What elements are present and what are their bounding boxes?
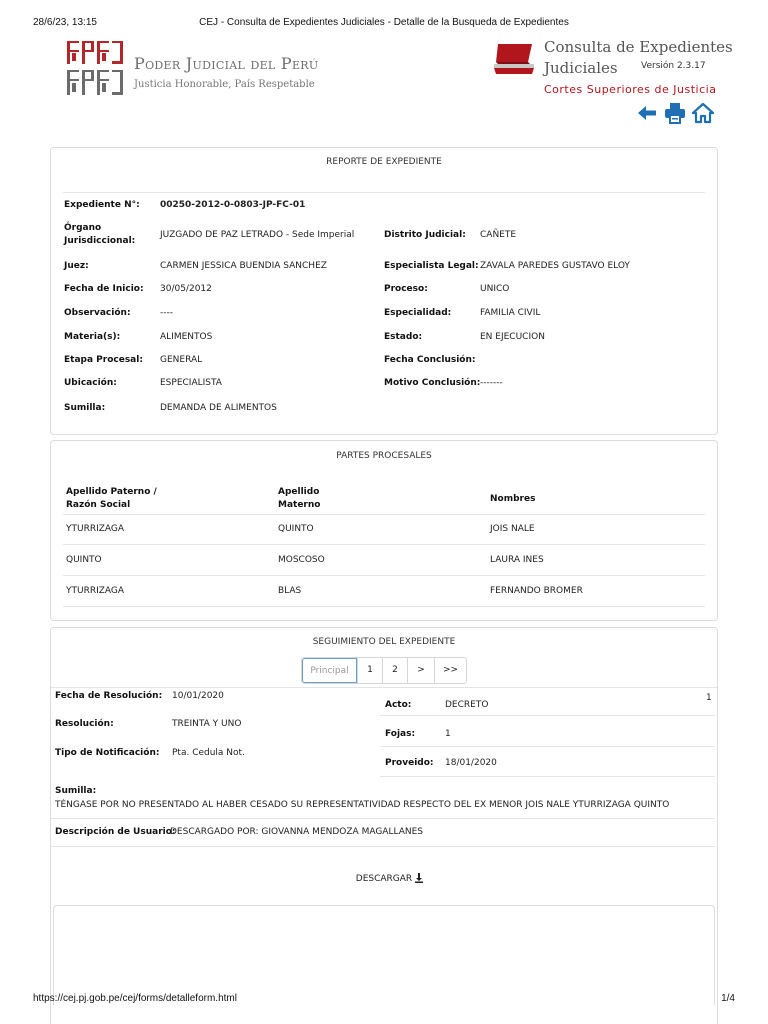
- estado-value: EN EJECUCION: [480, 332, 545, 342]
- fecha-resolucion-value: 10/01/2020: [172, 691, 224, 701]
- ubicacion-label: Ubicación:: [64, 378, 117, 388]
- reporte-title: REPORTE DE EXPEDIENTE: [326, 157, 442, 167]
- pagination-page-2[interactable]: 2: [382, 658, 407, 683]
- divider: [51, 687, 717, 688]
- divider: [380, 715, 715, 716]
- row-paterno: YTURRIZAGA: [66, 524, 125, 534]
- pj-name: Poder Judicial del Perú: [134, 54, 319, 73]
- row-materno: MOSCOSO: [278, 555, 325, 565]
- col-nombres-header: Nombres: [490, 494, 536, 504]
- sumilla-seguimiento-value: TÉNGASE POR NO PRESENTADO AL HABER CESADO SU REPRESENTATIVIDAD RESPECTO DEL EX MENOR JOIS NALE YTURRIZAGA QUINTO: [55, 800, 670, 810]
- nav-toolbar: [636, 102, 714, 124]
- col-paterno-header-line2: Razón Social: [66, 500, 131, 510]
- row-materno: QUINTO: [278, 524, 314, 534]
- print-icon[interactable]: [664, 102, 686, 124]
- print-title: CEJ - Consulta de Expedientes Judiciales - Detalle de la Busqueda de Expedientes: [199, 17, 569, 28]
- motivo-conclusion-value: -------: [480, 378, 503, 388]
- print-header: [0, 17, 768, 31]
- fecha-inicio-value: 30/05/2012: [160, 284, 212, 294]
- pagination-page-1[interactable]: 1: [357, 658, 382, 683]
- acto-label: Acto:: [385, 700, 412, 710]
- organo-label-line1: Órgano: [64, 223, 102, 233]
- pagination-principal[interactable]: Principal: [302, 658, 357, 683]
- sumilla-label: Sumilla:: [64, 403, 106, 413]
- especialista-label: Especialista Legal:: [384, 261, 479, 271]
- divider: [380, 776, 715, 777]
- especialidad-value: FAMILIA CIVIL: [480, 308, 541, 318]
- estado-label: Estado:: [384, 332, 423, 342]
- resolucion-label: Resolución:: [55, 719, 114, 729]
- pj-slogan: Justicia Honorable, País Respetable: [134, 79, 315, 90]
- pagination-last[interactable]: >>: [434, 658, 466, 683]
- fecha-inicio-label: Fecha de Inicio:: [64, 284, 144, 294]
- row-materno: BLAS: [278, 586, 302, 596]
- fecha-resolucion-label: Fecha de Resolución:: [55, 691, 163, 701]
- divider: [51, 846, 715, 847]
- proceso-label: Proceso:: [384, 284, 428, 294]
- materia-label: Materia(s):: [64, 332, 121, 342]
- acto-value: DECRETO: [445, 700, 489, 710]
- row-divider: [63, 606, 705, 607]
- partes-panel: [50, 440, 718, 621]
- sumilla-value: DEMANDA DE ALIMENTOS: [160, 403, 277, 413]
- poder-judicial-logo: [66, 40, 124, 96]
- observacion-label: Observación:: [64, 308, 131, 318]
- descargar-label: DESCARGAR: [355, 874, 413, 884]
- especialidad-label: Especialidad:: [384, 308, 452, 318]
- especialista-value: ZAVALA PAREDES GUSTAVO ELOY: [480, 261, 630, 271]
- observacion-value: ----: [160, 308, 173, 318]
- col-materno-header-line1: Apellido: [278, 487, 320, 497]
- etapa-value: GENERAL: [160, 355, 203, 365]
- expediente-label: Expediente N°:: [64, 200, 140, 210]
- descripcion-value: DESCARGADO POR: GIOVANNA MENDOZA MAGALLANES: [170, 827, 423, 837]
- ubicacion-value: ESPECIALISTA: [160, 378, 222, 388]
- descripcion-label: Descripción de Usuario:: [55, 827, 176, 837]
- print-footer: [0, 993, 768, 1007]
- print-date: 28/6/23, 13:15: [33, 17, 97, 28]
- document-preview-box: [53, 905, 715, 1005]
- descargar-button[interactable]: [340, 873, 440, 884]
- organo-label-line2: Jurisdiccional:: [64, 236, 136, 246]
- print-url: https://cej.pj.gob.pe/cej/forms/detalleform.html: [33, 993, 237, 1004]
- version-label: Versión 2.3.17: [641, 61, 706, 71]
- tipo-notificacion-label: Tipo de Notificación:: [55, 748, 160, 758]
- fojas-label: Fojas:: [385, 729, 416, 739]
- tipo-notificacion-value: Pta. Cedula Not.: [172, 748, 245, 758]
- fojas-value: 1: [445, 729, 451, 739]
- download-icon: [414, 873, 424, 883]
- row-nombres: JOIS NALE: [490, 524, 535, 534]
- col-paterno-header-line1: Apellido Paterno /: [66, 487, 157, 497]
- juez-value: CARMEN JESSICA BUENDIA SANCHEZ: [160, 261, 327, 271]
- item-number: 1: [706, 693, 712, 703]
- partes-title: PARTES PROCESALES: [336, 451, 432, 461]
- divider: [63, 192, 705, 193]
- row-divider: [63, 544, 705, 545]
- cej-title-line2: Judiciales: [544, 59, 618, 77]
- cortes-superiores-label: Cortes Superiores de Justicia: [544, 83, 717, 96]
- row-nombres: FERNANDO BROMER: [490, 586, 583, 596]
- header-divider: [63, 514, 705, 515]
- back-arrow-icon[interactable]: [636, 102, 658, 124]
- row-paterno: QUINTO: [66, 555, 102, 565]
- sumilla-seguimiento-label: Sumilla:: [55, 786, 97, 796]
- row-divider: [63, 575, 705, 576]
- row-nombres: LAURA INES: [490, 555, 544, 565]
- cej-title-line1: Consulta de Expedientes: [544, 38, 733, 56]
- row-paterno: YTURRIZAGA: [66, 586, 125, 596]
- col-materno-header-line2: Materno: [278, 500, 321, 510]
- divider: [380, 746, 715, 747]
- distrito-value: CAÑETE: [480, 230, 517, 240]
- divider: [51, 818, 715, 819]
- home-icon[interactable]: [692, 102, 714, 124]
- fecha-conclusion-label: Fecha Conclusión:: [384, 355, 476, 365]
- proceso-value: UNICO: [480, 284, 510, 294]
- pagination-next[interactable]: >: [407, 658, 434, 683]
- proveido-label: Proveido:: [385, 758, 434, 768]
- organo-value: JUZGADO DE PAZ LETRADO - Sede Imperial: [160, 230, 355, 240]
- etapa-label: Etapa Procesal:: [64, 355, 143, 365]
- motivo-conclusion-label: Motivo Conclusión:: [384, 378, 481, 388]
- seguimiento-title: SEGUIMIENTO DEL EXPEDIENTE: [312, 637, 456, 647]
- print-page-number: 1/4: [721, 993, 735, 1004]
- cej-book-logo: [494, 42, 538, 78]
- resolucion-value: TREINTA Y UNO: [172, 719, 242, 729]
- expediente-value: 00250-2012-0-0803-JP-FC-01: [160, 200, 306, 210]
- proveido-value: 18/01/2020: [445, 758, 497, 768]
- juez-label: Juez:: [64, 261, 89, 271]
- pagination: [301, 657, 467, 684]
- distrito-label: Distrito Judicial:: [384, 230, 466, 240]
- materia-value: ALIMENTOS: [160, 332, 213, 342]
